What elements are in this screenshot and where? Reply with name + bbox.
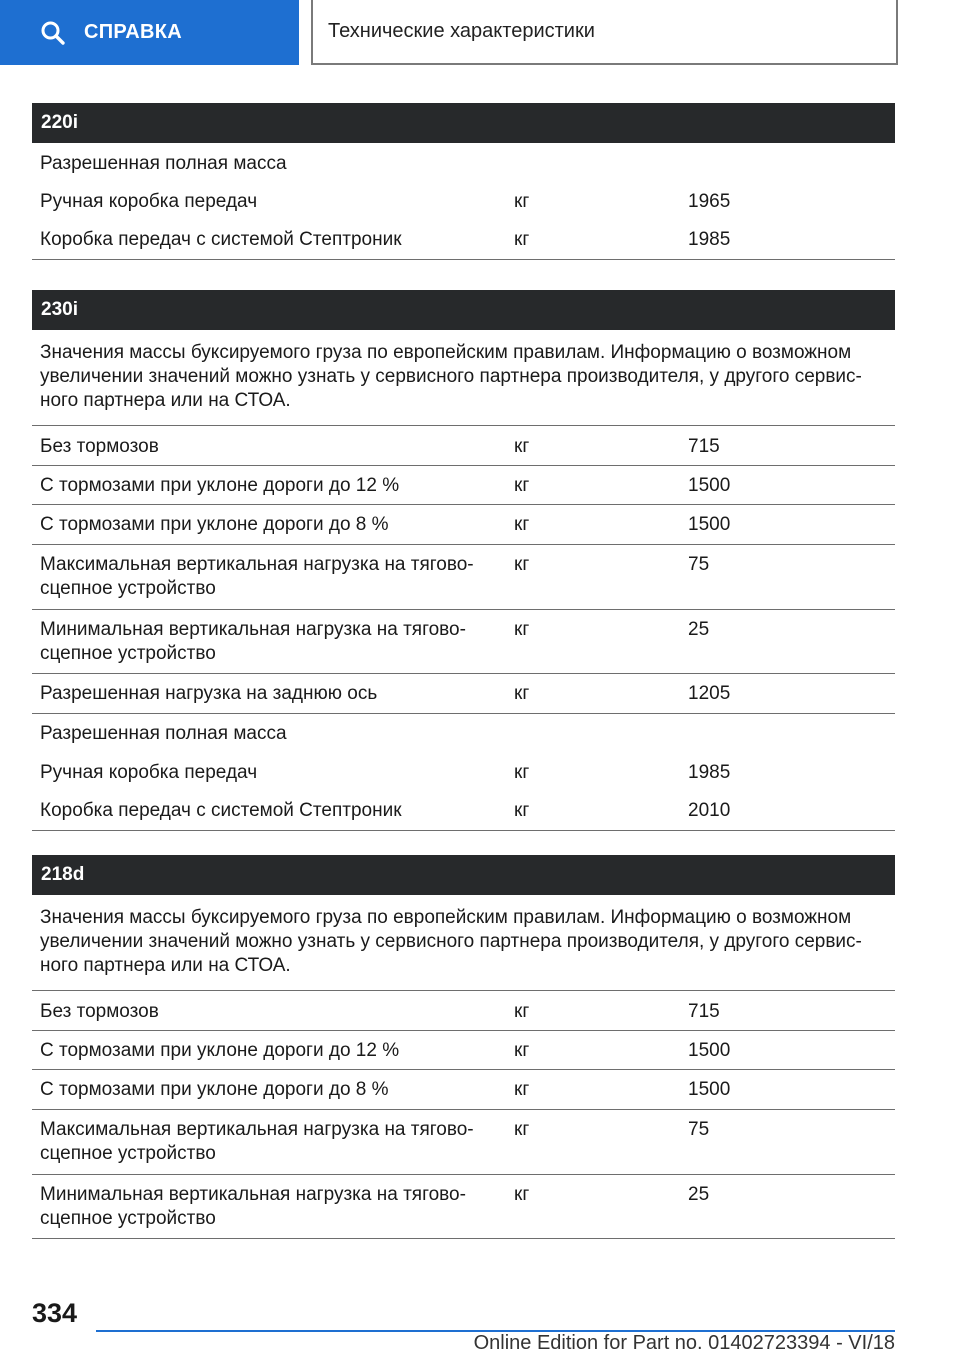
row-unit: кг bbox=[514, 800, 530, 821]
table-row bbox=[32, 753, 895, 792]
table-row bbox=[32, 545, 895, 610]
row-value: 1500 bbox=[688, 1040, 731, 1061]
row-unit: кг bbox=[514, 1079, 530, 1100]
table-row bbox=[32, 466, 895, 505]
table-row bbox=[32, 505, 895, 545]
table-row bbox=[32, 792, 895, 831]
row-value: 75 bbox=[688, 554, 710, 575]
table-row bbox=[32, 221, 895, 260]
row-value: 75 bbox=[688, 1119, 710, 1140]
section-218d bbox=[32, 855, 895, 1239]
row-label: С тормозами при уклоне дороги до 12 % bbox=[40, 475, 400, 496]
row-unit: кг bbox=[514, 229, 530, 250]
row-label: Разрешенная полная масса bbox=[40, 153, 287, 174]
row-unit: кг bbox=[514, 1001, 530, 1022]
row-value: 1500 bbox=[688, 1079, 731, 1100]
row-value: 2010 bbox=[688, 800, 731, 821]
table-row bbox=[32, 714, 895, 753]
row-value: 1985 bbox=[688, 229, 731, 250]
row-label: Без тормозов bbox=[40, 1001, 159, 1022]
row-value: 25 bbox=[688, 619, 710, 640]
section-note: Значения массы буксируемого груза по европейским правилам. Информацию о возможном увеличении значений можно узнать у сервисного партнера производителя, у другого сервис-ного партнера или на СТОА. bbox=[32, 895, 895, 991]
row-unit: кг bbox=[514, 191, 530, 212]
section-header-218d: 218d bbox=[32, 855, 895, 895]
row-label: Разрешенная нагрузка на заднюю ось bbox=[40, 683, 378, 704]
row-unit: кг bbox=[514, 1184, 530, 1205]
row-value: 715 bbox=[688, 436, 720, 457]
row-label: С тормозами при уклоне дороги до 8 % bbox=[40, 514, 389, 535]
section-title: Технические характеристики bbox=[328, 20, 595, 42]
section-220i bbox=[32, 103, 895, 260]
page-number: 334 bbox=[32, 1298, 78, 1328]
table-row bbox=[32, 1031, 895, 1070]
row-label: Ручная коробка передач bbox=[40, 762, 258, 783]
section-header-230i: 230i bbox=[32, 290, 895, 330]
row-value: 1985 bbox=[688, 762, 731, 783]
row-label: Максимальная вертикальная нагрузка на тягово-сцепное устройство bbox=[40, 554, 474, 599]
row-value: 715 bbox=[688, 1001, 720, 1022]
table-row bbox=[32, 991, 895, 1031]
row-label: Разрешенная полная масса bbox=[40, 723, 287, 744]
row-label: Коробка передач с системой Стептроник bbox=[40, 800, 402, 821]
table-row bbox=[32, 143, 895, 182]
row-label: Коробка передач с системой Стептроник bbox=[40, 229, 402, 250]
search-icon bbox=[40, 20, 66, 46]
row-label: С тормозами при уклоне дороги до 12 % bbox=[40, 1040, 400, 1061]
table-row bbox=[32, 1110, 895, 1175]
table-row bbox=[32, 1070, 895, 1110]
row-label: Ручная коробка передач bbox=[40, 191, 258, 212]
row-unit: кг bbox=[514, 514, 530, 535]
row-unit: кг bbox=[514, 683, 530, 704]
table-row bbox=[32, 610, 895, 674]
row-value: 1965 bbox=[688, 191, 731, 212]
row-value: 1500 bbox=[688, 475, 731, 496]
section-230i bbox=[32, 290, 895, 831]
section-header-220i: 220i bbox=[32, 103, 895, 143]
row-label: С тормозами при уклоне дороги до 8 % bbox=[40, 1079, 389, 1100]
row-label: Максимальная вертикальная нагрузка на тягово-сцепное устройство bbox=[40, 1119, 474, 1164]
row-unit: кг bbox=[514, 1119, 530, 1140]
row-unit: кг bbox=[514, 762, 530, 783]
help-button[interactable] bbox=[0, 0, 299, 65]
row-label: Минимальная вертикальная нагрузка на тягово-сцепное устройство bbox=[40, 1184, 466, 1229]
table-row bbox=[32, 426, 895, 466]
row-value: 1205 bbox=[688, 683, 731, 704]
row-unit: кг bbox=[514, 436, 530, 457]
section-note: Значения массы буксируемого груза по европейским правилам. Информацию о возможном увеличении значений можно узнать у сервисного партнера производителя, у другого сервис-ного партнера или на СТОА. bbox=[32, 330, 895, 426]
table-row bbox=[32, 674, 895, 714]
row-unit: кг bbox=[514, 554, 530, 575]
row-unit: кг bbox=[514, 475, 530, 496]
section-title-box bbox=[311, 0, 898, 65]
row-value: 25 bbox=[688, 1184, 710, 1205]
table-row bbox=[32, 1175, 895, 1239]
table-row bbox=[32, 182, 895, 221]
row-value: 1500 bbox=[688, 514, 731, 535]
row-label: Минимальная вертикальная нагрузка на тягово-сцепное устройство bbox=[40, 619, 466, 664]
help-label: СПРАВКА bbox=[84, 21, 183, 43]
row-unit: кг bbox=[514, 1040, 530, 1061]
row-label: Без тормозов bbox=[40, 436, 159, 457]
edition-footer: Online Edition for Part no. 01402723394 - VI/18 bbox=[473, 1332, 895, 1354]
row-unit: кг bbox=[514, 619, 530, 640]
